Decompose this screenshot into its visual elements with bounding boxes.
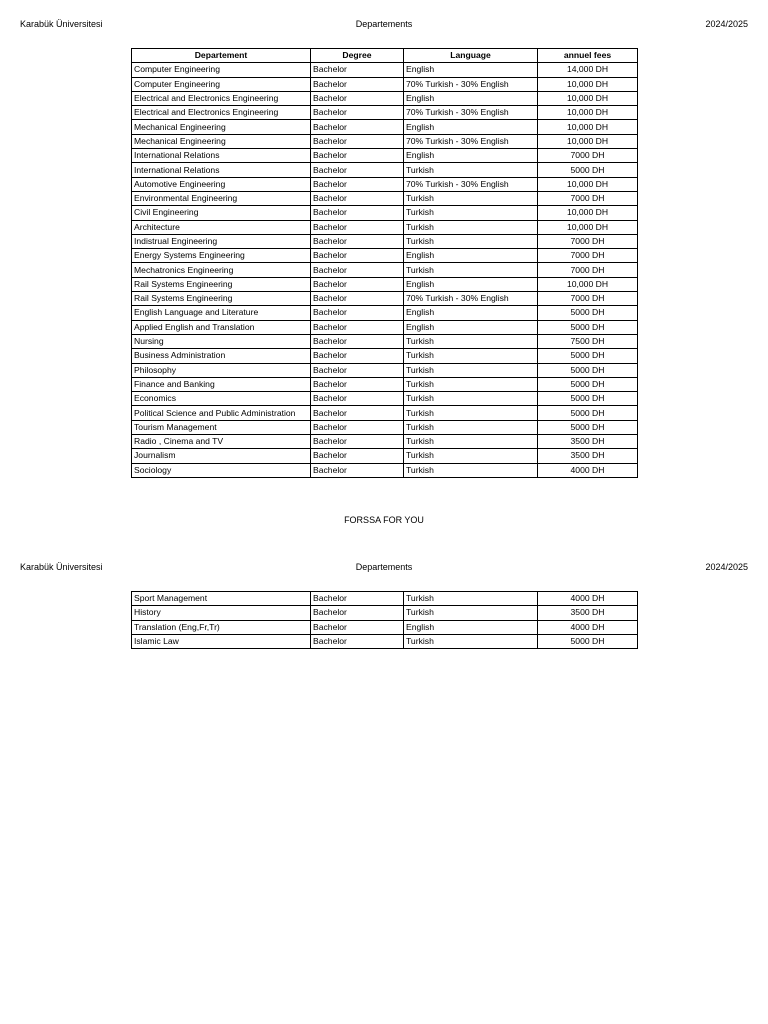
cell-degree: Bachelor bbox=[311, 363, 404, 377]
cell-language: Turkish bbox=[404, 420, 538, 434]
cell-fees: 7000 DH bbox=[538, 149, 638, 163]
cell-fees: 5000 DH bbox=[538, 163, 638, 177]
cell-departement: Economics bbox=[132, 392, 311, 406]
cell-departement: International Relations bbox=[132, 163, 311, 177]
cell-language: English bbox=[404, 320, 538, 334]
cell-degree: Bachelor bbox=[311, 349, 404, 363]
cell-departement: Rail Systems Engineering bbox=[132, 277, 311, 291]
column-header-degree: Degree bbox=[311, 49, 404, 63]
cell-departement: Mechanical Engineering bbox=[132, 134, 311, 148]
departments-table bbox=[131, 48, 638, 478]
cell-language: 70% Turkish - 30% English bbox=[404, 106, 538, 120]
table-row bbox=[132, 292, 638, 306]
cell-fees: 10,000 DH bbox=[538, 277, 638, 291]
cell-fees: 10,000 DH bbox=[538, 220, 638, 234]
departments-table-continued bbox=[131, 591, 638, 649]
cell-fees: 7000 DH bbox=[538, 234, 638, 248]
cell-fees: 7000 DH bbox=[538, 292, 638, 306]
cell-degree: Bachelor bbox=[311, 106, 404, 120]
cell-departement: Tourism Management bbox=[132, 420, 311, 434]
cell-departement: Civil Engineering bbox=[132, 206, 311, 220]
table-row bbox=[132, 592, 638, 606]
column-header-departement: Departement bbox=[132, 49, 311, 63]
cell-degree: Bachelor bbox=[311, 77, 404, 91]
table-row bbox=[132, 606, 638, 620]
cell-fees: 5000 DH bbox=[538, 420, 638, 434]
cell-language: Turkish bbox=[404, 349, 538, 363]
cell-fees: 4000 DH bbox=[538, 620, 638, 634]
cell-degree: Bachelor bbox=[311, 63, 404, 77]
cell-degree: Bachelor bbox=[311, 206, 404, 220]
cell-fees: 5000 DH bbox=[538, 377, 638, 391]
cell-departement: Translation (Eng,Fr,Tr) bbox=[132, 620, 311, 634]
table-row bbox=[132, 449, 638, 463]
cell-fees: 10,000 DH bbox=[538, 91, 638, 105]
table-row bbox=[132, 63, 638, 77]
cell-degree: Bachelor bbox=[311, 634, 404, 648]
cell-degree: Bachelor bbox=[311, 449, 404, 463]
cell-degree: Bachelor bbox=[311, 306, 404, 320]
table-row bbox=[132, 77, 638, 91]
cell-fees: 10,000 DH bbox=[538, 120, 638, 134]
cell-degree: Bachelor bbox=[311, 120, 404, 134]
table-row bbox=[132, 263, 638, 277]
table-row bbox=[132, 420, 638, 434]
cell-language: Turkish bbox=[404, 392, 538, 406]
page-title: Departements bbox=[355, 19, 413, 29]
cell-fees: 14,000 DH bbox=[538, 63, 638, 77]
table-row bbox=[132, 120, 638, 134]
cell-departement: Energy Systems Engineering bbox=[132, 249, 311, 263]
cell-language: 70% Turkish - 30% English bbox=[404, 177, 538, 191]
cell-departement: Sociology bbox=[132, 463, 311, 477]
cell-degree: Bachelor bbox=[311, 377, 404, 391]
cell-departement: Rail Systems Engineering bbox=[132, 292, 311, 306]
table-row bbox=[132, 320, 638, 334]
departments-table-continued-body bbox=[132, 592, 638, 649]
column-header-fees: annuel fees bbox=[538, 49, 638, 63]
cell-degree: Bachelor bbox=[311, 406, 404, 420]
cell-language: English bbox=[404, 149, 538, 163]
cell-departement: Journalism bbox=[132, 449, 311, 463]
cell-departement: Environmental Engineering bbox=[132, 191, 311, 205]
cell-language: Turkish bbox=[404, 191, 538, 205]
table-row bbox=[132, 377, 638, 391]
cell-language: Turkish bbox=[404, 606, 538, 620]
cell-fees: 5000 DH bbox=[538, 406, 638, 420]
cell-fees: 7000 DH bbox=[538, 263, 638, 277]
table-row bbox=[132, 206, 638, 220]
cell-language: English bbox=[404, 91, 538, 105]
page-header-2 bbox=[20, 560, 748, 574]
cell-fees: 10,000 DH bbox=[538, 134, 638, 148]
cell-language: Turkish bbox=[404, 363, 538, 377]
cell-degree: Bachelor bbox=[311, 292, 404, 306]
table-row bbox=[132, 277, 638, 291]
table-row bbox=[132, 349, 638, 363]
cell-language: Turkish bbox=[404, 463, 538, 477]
table-row bbox=[132, 392, 638, 406]
cell-fees: 4000 DH bbox=[538, 592, 638, 606]
cell-fees: 5000 DH bbox=[538, 320, 638, 334]
cell-departement: Architecture bbox=[132, 220, 311, 234]
cell-fees: 7000 DH bbox=[538, 191, 638, 205]
table-row bbox=[132, 363, 638, 377]
cell-language: Turkish bbox=[404, 634, 538, 648]
cell-language: Turkish bbox=[404, 220, 538, 234]
cell-language: Turkish bbox=[404, 406, 538, 420]
cell-fees: 5000 DH bbox=[538, 363, 638, 377]
cell-fees: 10,000 DH bbox=[538, 206, 638, 220]
cell-degree: Bachelor bbox=[311, 134, 404, 148]
cell-departement: Sport Management bbox=[132, 592, 311, 606]
table-row bbox=[132, 634, 638, 648]
cell-degree: Bachelor bbox=[311, 606, 404, 620]
cell-departement: Nursing bbox=[132, 334, 311, 348]
cell-fees: 3500 DH bbox=[538, 606, 638, 620]
cell-language: Turkish bbox=[404, 206, 538, 220]
cell-fees: 3500 DH bbox=[538, 435, 638, 449]
cell-departement: Mechanical Engineering bbox=[132, 120, 311, 134]
cell-language: Turkish bbox=[404, 334, 538, 348]
cell-degree: Bachelor bbox=[311, 163, 404, 177]
cell-language: English bbox=[404, 63, 538, 77]
table-row bbox=[132, 435, 638, 449]
university-name: Karabük Üniversitesi bbox=[20, 562, 103, 572]
cell-fees: 3500 DH bbox=[538, 449, 638, 463]
departments-table-body bbox=[132, 63, 638, 478]
table-row bbox=[132, 191, 638, 205]
cell-departement: International Relations bbox=[132, 149, 311, 163]
cell-departement: Indistrual Engineering bbox=[132, 234, 311, 248]
table-row bbox=[132, 149, 638, 163]
cell-departement: Radio , Cinema and TV bbox=[132, 435, 311, 449]
cell-fees: 5000 DH bbox=[538, 349, 638, 363]
cell-departement: Business Administration bbox=[132, 349, 311, 363]
cell-degree: Bachelor bbox=[311, 149, 404, 163]
cell-language: Turkish bbox=[404, 435, 538, 449]
cell-departement: Philosophy bbox=[132, 363, 311, 377]
cell-degree: Bachelor bbox=[311, 392, 404, 406]
cell-departement: History bbox=[132, 606, 311, 620]
cell-fees: 5000 DH bbox=[538, 392, 638, 406]
cell-departement: Computer Engineering bbox=[132, 63, 311, 77]
table-row bbox=[132, 134, 638, 148]
cell-language: Turkish bbox=[404, 263, 538, 277]
table-row bbox=[132, 234, 638, 248]
table-row bbox=[132, 249, 638, 263]
cell-departement: English Language and Literature bbox=[132, 306, 311, 320]
table-header-row bbox=[132, 49, 638, 63]
cell-degree: Bachelor bbox=[311, 334, 404, 348]
cell-fees: 10,000 DH bbox=[538, 106, 638, 120]
cell-degree: Bachelor bbox=[311, 435, 404, 449]
cell-departement: Islamic Law bbox=[132, 634, 311, 648]
cell-departement: Applied English and Translation bbox=[132, 320, 311, 334]
footer-note: FORSSA FOR YOU bbox=[344, 515, 424, 525]
cell-degree: Bachelor bbox=[311, 592, 404, 606]
cell-departement: Finance and Banking bbox=[132, 377, 311, 391]
cell-departement: Automotive Engineering bbox=[132, 177, 311, 191]
cell-degree: Bachelor bbox=[311, 420, 404, 434]
cell-fees: 10,000 DH bbox=[538, 177, 638, 191]
cell-degree: Bachelor bbox=[311, 249, 404, 263]
table-row bbox=[132, 106, 638, 120]
page-title: Departements bbox=[355, 562, 413, 572]
cell-degree: Bachelor bbox=[311, 320, 404, 334]
table-row bbox=[132, 306, 638, 320]
table-row bbox=[132, 334, 638, 348]
cell-language: English bbox=[404, 249, 538, 263]
cell-language: Turkish bbox=[404, 163, 538, 177]
cell-fees: 7500 DH bbox=[538, 334, 638, 348]
cell-degree: Bachelor bbox=[311, 263, 404, 277]
cell-degree: Bachelor bbox=[311, 91, 404, 105]
cell-degree: Bachelor bbox=[311, 277, 404, 291]
cell-departement: Electrical and Electronics Engineering bbox=[132, 91, 311, 105]
cell-language: Turkish bbox=[404, 234, 538, 248]
cell-fees: 5000 DH bbox=[538, 306, 638, 320]
cell-language: English bbox=[404, 277, 538, 291]
cell-fees: 4000 DH bbox=[538, 463, 638, 477]
table-row bbox=[132, 91, 638, 105]
cell-degree: Bachelor bbox=[311, 220, 404, 234]
cell-departement: Computer Engineering bbox=[132, 77, 311, 91]
cell-departement: Electrical and Electronics Engineering bbox=[132, 106, 311, 120]
cell-language: 70% Turkish - 30% English bbox=[404, 292, 538, 306]
cell-degree: Bachelor bbox=[311, 177, 404, 191]
cell-degree: Bachelor bbox=[311, 191, 404, 205]
cell-language: Turkish bbox=[404, 377, 538, 391]
cell-language: English bbox=[404, 120, 538, 134]
cell-fees: 7000 DH bbox=[538, 249, 638, 263]
cell-degree: Bachelor bbox=[311, 463, 404, 477]
cell-language: English bbox=[404, 306, 538, 320]
cell-degree: Bachelor bbox=[311, 234, 404, 248]
table-row bbox=[132, 406, 638, 420]
cell-language: Turkish bbox=[404, 449, 538, 463]
cell-departement: Political Science and Public Administration bbox=[132, 406, 311, 420]
column-header-language: Language bbox=[404, 49, 538, 63]
academic-year: 2024/2025 bbox=[705, 19, 748, 29]
cell-language: Turkish bbox=[404, 592, 538, 606]
cell-fees: 10,000 DH bbox=[538, 77, 638, 91]
cell-departement: Mechatronics Engineering bbox=[132, 263, 311, 277]
table-row bbox=[132, 177, 638, 191]
university-name: Karabük Üniversitesi bbox=[20, 19, 103, 29]
cell-degree: Bachelor bbox=[311, 620, 404, 634]
cell-language: 70% Turkish - 30% English bbox=[404, 77, 538, 91]
academic-year: 2024/2025 bbox=[705, 562, 748, 572]
table-row bbox=[132, 220, 638, 234]
table-row bbox=[132, 463, 638, 477]
page-header-1 bbox=[20, 17, 748, 31]
cell-language: 70% Turkish - 30% English bbox=[404, 134, 538, 148]
cell-fees: 5000 DH bbox=[538, 634, 638, 648]
table-row bbox=[132, 163, 638, 177]
cell-language: English bbox=[404, 620, 538, 634]
table-row bbox=[132, 620, 638, 634]
